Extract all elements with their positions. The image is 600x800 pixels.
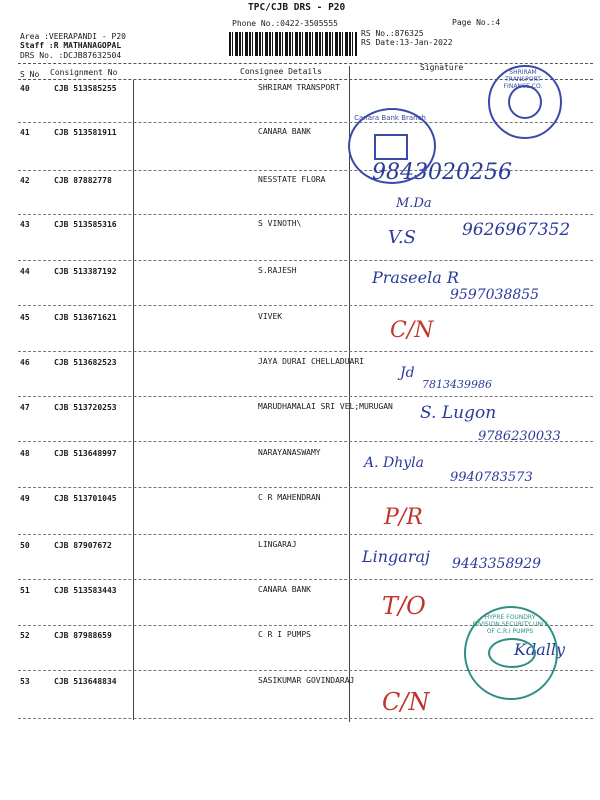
stamp-text: SHRIRAM TRANSPORT FINANCE CO.: [503, 69, 543, 90]
row-separator: [18, 718, 593, 719]
row-sno: 48: [20, 449, 30, 458]
row-separator: [18, 396, 593, 397]
row-sno: 45: [20, 313, 30, 322]
row-signature: C/N: [382, 688, 430, 716]
stamp-text: Canara Bank Branch: [354, 114, 426, 122]
row-signature: M.Da: [396, 196, 432, 211]
row-consignment-no: CJB 87907672: [54, 541, 112, 550]
row-sno: 43: [20, 220, 30, 229]
row-consignee-name: SHRIRAM TRANSPORT: [258, 83, 340, 92]
row-signature: P/R: [384, 505, 423, 530]
canara-bank-stamp: [348, 108, 436, 184]
rs-number: RS No.:876325: [361, 29, 424, 38]
row-consignee-name: VIVEK: [258, 312, 283, 321]
row-sno: 53: [20, 677, 30, 686]
shriram-stamp: [488, 65, 562, 139]
row-separator: [18, 487, 593, 488]
barcode: [229, 32, 357, 56]
row-phone: 9940783573: [450, 470, 533, 485]
row-signature: A. Dhyla: [364, 455, 424, 471]
row-consignee-name: S.RAJESH: [258, 266, 297, 275]
row-consignment-no: CJB 513671621: [54, 313, 117, 322]
row-signature: Jd: [400, 365, 415, 381]
row-phone: 9786230033: [478, 429, 561, 444]
page-number: Page No.:4: [452, 18, 501, 27]
row-signature: V.S: [388, 227, 416, 248]
row-consignee-name: CANARA BANK: [258, 127, 311, 136]
column-consignee: Consignee Details: [240, 67, 322, 76]
bank-logo-icon: [374, 134, 408, 160]
row-sno: 51: [20, 586, 30, 595]
row-signature: Kdally: [514, 640, 566, 659]
stamp-center-icon: [488, 638, 536, 668]
row-separator: [18, 579, 593, 580]
stamp-logo-icon: [508, 85, 542, 119]
row-consignment-no: CJB 87988659: [54, 631, 112, 640]
phone-number: Phone No.:0422-3505555: [232, 19, 338, 28]
row-phone: 7813439986: [422, 378, 492, 391]
row-consignee-name: NARAYANASWAMY: [258, 448, 321, 457]
row-consignment-no: CJB 513585255: [54, 84, 117, 93]
row-consignment-no: CJB 513387192: [54, 267, 117, 276]
row-sno: 52: [20, 631, 30, 640]
staff-label: Staff :R MATHANAGOPAL: [20, 41, 122, 50]
row-consignment-no: CJB 513585316: [54, 220, 117, 229]
row-consignee-name: JAYA DURAI CHELLADUARI: [258, 357, 364, 366]
row-consignment-no: CJB 513682523: [54, 358, 117, 367]
row-sno: 42: [20, 176, 30, 185]
column-consignment: Consignment No: [50, 68, 118, 77]
document-title: TPC/CJB DRS - P20: [248, 2, 346, 13]
column-signature: Signature: [420, 63, 464, 72]
row-separator: [18, 305, 593, 306]
row-consignment-no: CJB 513648997: [54, 449, 117, 458]
column-sno: S No: [20, 70, 40, 79]
stamp-text: HYPRE FOUNDRY DIVISION SECURITY UNIT OF C.R.I PUMPS: [472, 614, 548, 635]
rs-date: RS Date:13-Jan-2022: [361, 38, 453, 47]
row-consignment-no: CJB 513720253: [54, 403, 117, 412]
row-phone: 9626967352: [462, 220, 571, 240]
row-phone: 9443358929: [452, 556, 542, 572]
row-sno: 44: [20, 267, 30, 276]
row-sno: 47: [20, 403, 30, 412]
column-divider-1: [133, 80, 134, 720]
row-signature: S. Lugon: [420, 403, 497, 423]
row-sno: 40: [20, 84, 30, 93]
row-signature: C/N: [390, 318, 434, 343]
row-consignee-name: C R MAHENDRAN: [258, 493, 321, 502]
security-stamp: [464, 606, 558, 700]
row-consignment-no: CJB 513581911: [54, 128, 117, 137]
area-label: Area :VEERAPANDI - P20: [20, 32, 126, 41]
row-consignment-no: CJB 513583443: [54, 586, 117, 595]
column-divider-2: [349, 66, 350, 722]
row-consignment-no: CJB 87882778: [54, 176, 112, 185]
row-consignee-name: C R I PUMPS: [258, 630, 311, 639]
row-sno: 49: [20, 494, 30, 503]
row-consignment-no: CJB 513648834: [54, 677, 117, 686]
row-consignee-name: LINGARAJ: [258, 540, 297, 549]
row-signature: Lingaraj: [362, 547, 430, 566]
row-consignment-no: CJB 513701045: [54, 494, 117, 503]
row-signature: T/O: [382, 592, 426, 620]
row-separator: [18, 351, 593, 352]
row-separator: [18, 260, 593, 261]
row-consignee-name: CANARA BANK: [258, 585, 311, 594]
drs-number: DRS No. :DCJB87632504: [20, 51, 122, 60]
header-rule-top: [18, 63, 593, 64]
row-separator: [18, 441, 593, 442]
row-signature: Praseela R: [372, 268, 459, 287]
row-consignee-name: S VINOTH\: [258, 219, 302, 228]
row-separator: [18, 214, 593, 215]
row-phone: 9843020256: [372, 160, 512, 185]
row-sno: 41: [20, 128, 30, 137]
row-separator: [18, 534, 593, 535]
row-consignee-name: NESSTATE FLORA: [258, 175, 326, 184]
row-sno: 50: [20, 541, 30, 550]
row-consignee-name: SASIKUMAR GOVINDARAJ: [258, 676, 355, 685]
row-consignee-name: MARUDHAMALAI SRI VEL;MURUGAN: [258, 402, 393, 411]
row-phone: 9597038855: [450, 287, 540, 303]
row-sno: 46: [20, 358, 30, 367]
